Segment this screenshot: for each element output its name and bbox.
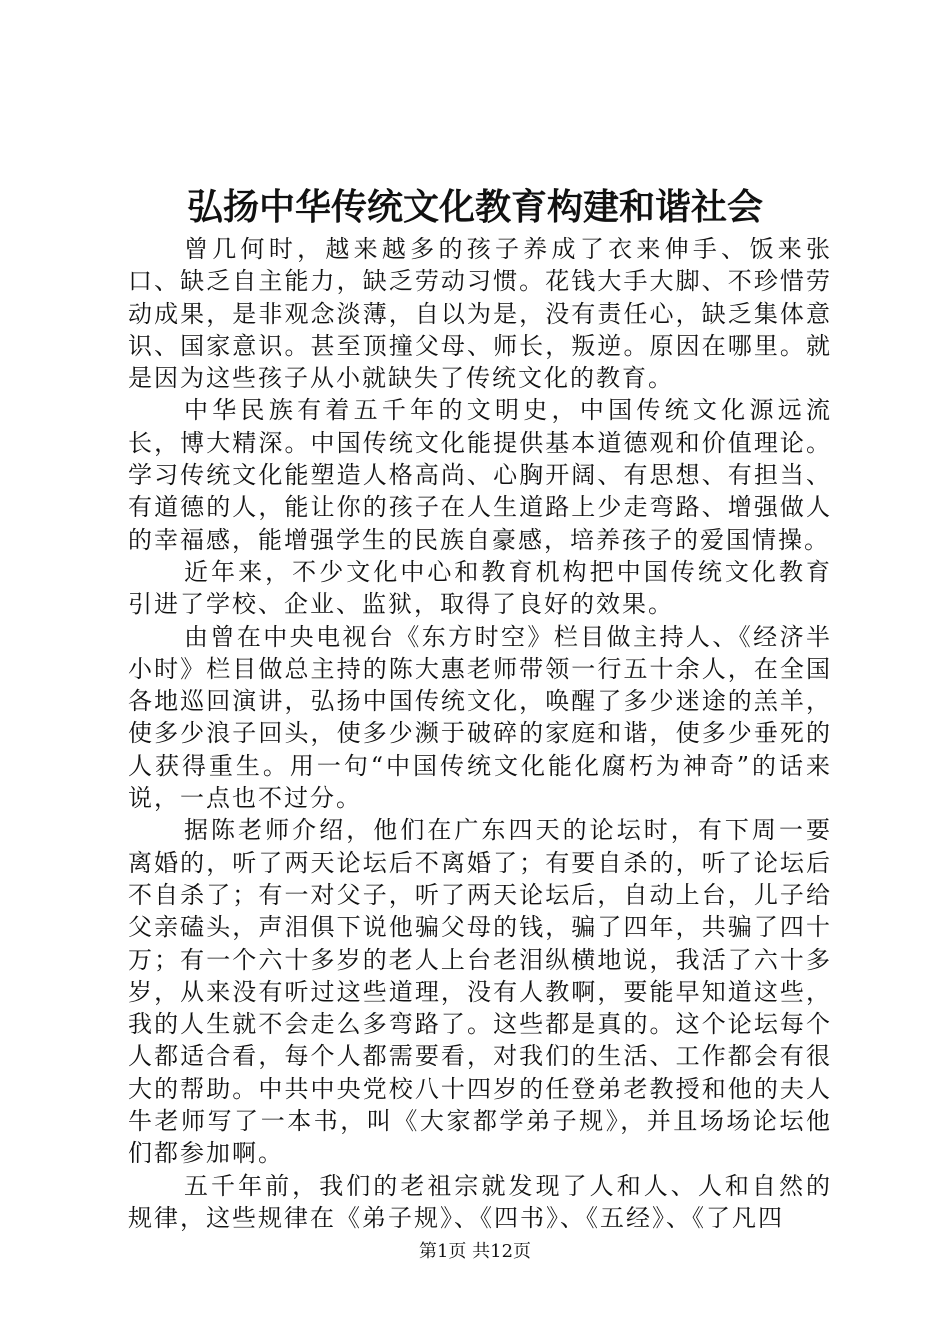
- paragraph-1: 曾几何时，越来越多的孩子养成了衣来伸手、饭来张口、缺乏自主能力，缺乏劳动习惯。花钱大手大脚、不珍惜劳动成果，是非观念淡薄，自以为是，没有责任心，缺乏集体意识、国家意识。甚至顶撞父母、师长，叛逆。原因在哪里。就是因为这些孩子从小就缺失了传统文化的教育。: [128, 235, 832, 393]
- paragraph-5: 据陈老师介绍，他们在广东四天的论坛时，有下周一要离婚的，听了两天论坛后不离婚了；有要自杀的，听了论坛后不自杀了；有一对父子，听了两天论坛后，自动上台，儿子给父亲磕头，声泪俱下说他骗父母的钱，骗了四年，共骗了四十万；有一个六十多岁的老人上台老泪纵横地说，我活了六十多岁，从来没有听过这些道理，没有人教啊，要能早知道这些，我的人生就不会走么多弯路了。这些都是真的。这个论坛每个人都适合看，每个人都需要看，对我们的生活、工作都会有很大的帮助。中共中央党校八十四岁的任登弟老教授和他的夫人牛老师写了一本书，叫《大家都学弟子规》，并且场场论坛他们都参加啊。: [128, 816, 832, 1168]
- paragraph-2: 中华民族有着五千年的文明史，中国传统文化源远流长，博大精深。中国传统文化能提供基本道德观和价值理论。学习传统文化能塑造人格高尚、心胸开阔、有思想、有担当、有道德的人，能让你的孩子在人生道路上少走弯路、增强做人的幸福感，能增强学生的民族自豪感，培养孩子的爱国情操。: [128, 396, 832, 554]
- page-footer: 第1页 共12页: [418, 1241, 532, 1262]
- paragraph-6: 五千年前，我们的老祖宗就发现了人和人、人和自然的规律，这些规律在《弟子规》、《四书》、《五经》、《了凡四: [128, 1171, 832, 1232]
- paragraph-3: 近年来，不少文化中心和教育机构把中国传统文化教育引进了学校、企业、监狱，取得了良好的效果。: [128, 557, 832, 619]
- paragraph-4: 由曾在中央电视台《东方时空》栏目做主持人、《经济半小时》栏目做总主持的陈大惠老师带领一行五十余人，在全国各地巡回演讲，弘扬中国传统文化，唤醒了多少迷途的羔羊，使多少浪子回头，使多少濒于破碎的家庭和谐，使多少垂死的人获得重生。用一句“中国传统文化能化腐朽为神奇”的话来说，一点也不过分。: [128, 622, 832, 813]
- document-title: 弘扬中华传统文化教育构建和谐社会: [186, 186, 763, 228]
- document-body: [128, 233, 832, 1234]
